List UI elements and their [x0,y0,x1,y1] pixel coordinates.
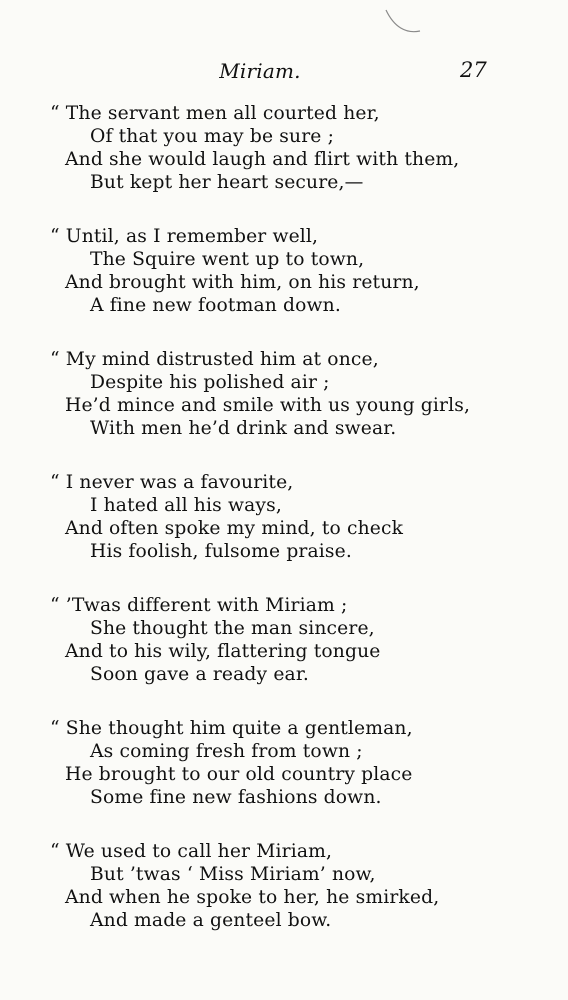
running-title: Miriam. [219,59,301,83]
poem-line: And when he spoke to her, he smirked, [65,887,440,908]
poem-line: “ ’Twas different with Miriam ; [50,595,348,616]
stanza [0,102,568,194]
poem-line: His foolish, fulsome praise. [90,541,352,562]
poem-line: “ My mind distrusted him at once, [50,349,379,370]
poem-line: But ’twas ‘ Miss Miriam’ now, [90,864,376,885]
poem-line: I hated all his ways, [90,495,282,516]
stanza [0,348,568,440]
poem-line: Despite his polished air ; [90,372,330,393]
poem-text [0,102,568,963]
stanza [0,471,568,563]
stanza [0,225,568,317]
poem-line: And to his wily, flattering tongue [65,641,381,662]
poem-line: And made a genteel bow. [90,910,332,931]
poem-line: “ I never was a favourite, [50,472,294,493]
poem-line: Of that you may be sure ; [90,126,335,147]
poem-line: “ She thought him quite a gentleman, [50,718,413,739]
stanza [0,717,568,809]
poem-line: The Squire went up to town, [90,249,365,270]
poem-line: And often spoke my mind, to check [65,518,404,539]
poem-line: “ Until, as I remember well, [50,226,319,247]
stanza [0,594,568,686]
poem-line: A fine new footman down. [90,295,341,316]
poem-line: Soon gave a ready ear. [90,664,309,685]
poem-line: She thought the man sincere, [90,618,375,639]
poem-line: And brought with him, on his return, [65,272,420,293]
poem-line: But kept her heart secure,— [90,172,364,193]
poem-line: “ We used to call her Miriam, [50,841,333,862]
poem-line: He brought to our old country place [65,764,413,785]
poem-line: “ The servant men all courted her, [50,103,380,124]
poem-line: And she would laugh and flirt with them, [65,149,460,170]
poem-line: As coming fresh from town ; [90,741,363,762]
poem-line: Some fine new fashions down. [90,787,382,808]
poem-line: With men he’d drink and swear. [90,418,397,439]
page-curl-mark [384,0,422,38]
stanza [0,840,568,932]
poem-line: He’d mince and smile with us young girls, [65,395,471,416]
page-number: 27 [460,58,487,82]
